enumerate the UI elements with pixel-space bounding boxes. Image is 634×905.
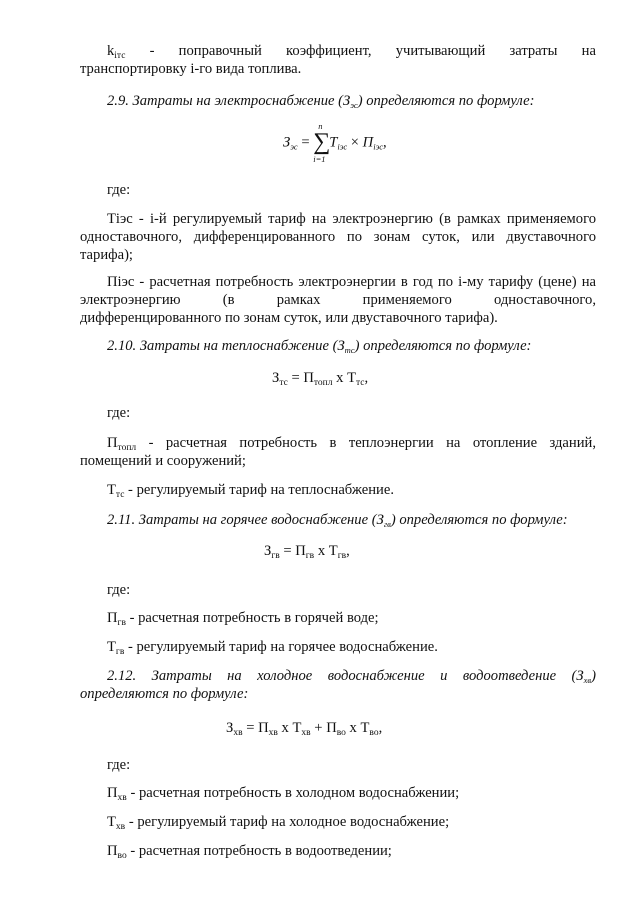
word: поправочный xyxy=(178,43,262,59)
word: затраты xyxy=(509,43,558,59)
t-iec-definition-line3: тарифа); xyxy=(80,247,133,263)
p-fuel-definition-line2: помещений и сооружений; xyxy=(80,453,246,469)
section-2-10-heading: 2.10. Затраты на теплоснабжение $(З_{тс})$ определяются по формуле: xyxy=(107,338,532,355)
p-iec-definition-line2: электроэнергию (в рамках применяемого одноставочного, xyxy=(80,292,596,308)
section-2-11-heading: 2.11. Затраты на горячее водоснабжение $(З_{гв})$ определяются по формуле: xyxy=(107,512,568,529)
p-fuel-definition-line1: $П_{топл}$ - расчетная потребность в теплоэнергии на отопление зданий, xyxy=(107,435,596,453)
p-drainage-definition: $П_{во}$ - расчетная потребность в водоотведении; xyxy=(107,843,392,861)
word: коэффициент, xyxy=(286,43,372,59)
formula-cold-water: $З_{хв} = П_{хв}$ х $Т_{хв} + П_{во}$ х $Т_{во}$, xyxy=(226,720,383,738)
kirc-definition-line2: транспортировку i-го вида топлива. xyxy=(80,61,302,77)
p-hot-water-definition: $П_{гв}$ - расчетная потребность в горячей воде; xyxy=(107,610,379,628)
formula-hot-water: $З_{гв} = П_{гв}$ х $Т_{гв}$, xyxy=(264,543,350,561)
where-label: где: xyxy=(107,757,131,773)
where-label: где: xyxy=(107,182,131,198)
word: на xyxy=(581,43,596,59)
p-iec-definition-line1: Піэс - расчетная потребность электроэнергии в год по i-му тарифу (цене) на xyxy=(107,274,596,290)
formula-heating: $З_{тс} = П_{топл}$ х $Т_{тс}$, xyxy=(272,370,369,388)
dash: - xyxy=(149,43,155,59)
where-label: где: xyxy=(107,582,131,598)
word: учитывающий xyxy=(395,43,486,59)
formula-electricity: $З_{эс}$ = n ∑ i=1 $Т_{iэс} \times П_{iэс}$, xyxy=(283,121,387,164)
p-iec-definition-line3: дифференцированного по зонам суток, или двуставочного тарифа). xyxy=(80,310,498,326)
t-cold-water-definition: $Т_{хв}$ - регулируемый тариф на холодное водоснабжение; xyxy=(107,814,450,832)
sum-sign: n ∑ i=1 xyxy=(313,121,331,164)
t-heating-definition: $Т_{тс}$ - регулируемый тариф на теплоснабжение. xyxy=(107,482,394,500)
p-cold-water-definition: $П_{хв}$ - расчетная потребность в холодном водоснабжении; xyxy=(107,785,460,803)
where-label: где: xyxy=(107,405,131,421)
t-hot-water-definition: $Т_{гв}$ - регулируемый тариф на горячее водоснабжение. xyxy=(107,639,438,657)
t-iec-definition-line1: Тіэс - i-й регулируемый тариф на электроэнергию (в рамках применяемого xyxy=(107,211,596,227)
section-2-9-heading: 2.9. Затраты на электроснабжение $(З_{эс})$ определяются по формуле: xyxy=(107,93,535,110)
kirc-symbol: $k_{ітс}$ xyxy=(107,43,126,61)
section-2-12-heading-line2: определяются по формуле: xyxy=(80,686,249,702)
section-2-12-heading-line1: 2.12. Затраты на холодное водоснабжение и водоотведение $(З_{хв})$ xyxy=(107,668,596,685)
t-iec-definition-line2: одноставочного, дифференцированного по зонам суток, или двуставочного xyxy=(80,229,596,245)
